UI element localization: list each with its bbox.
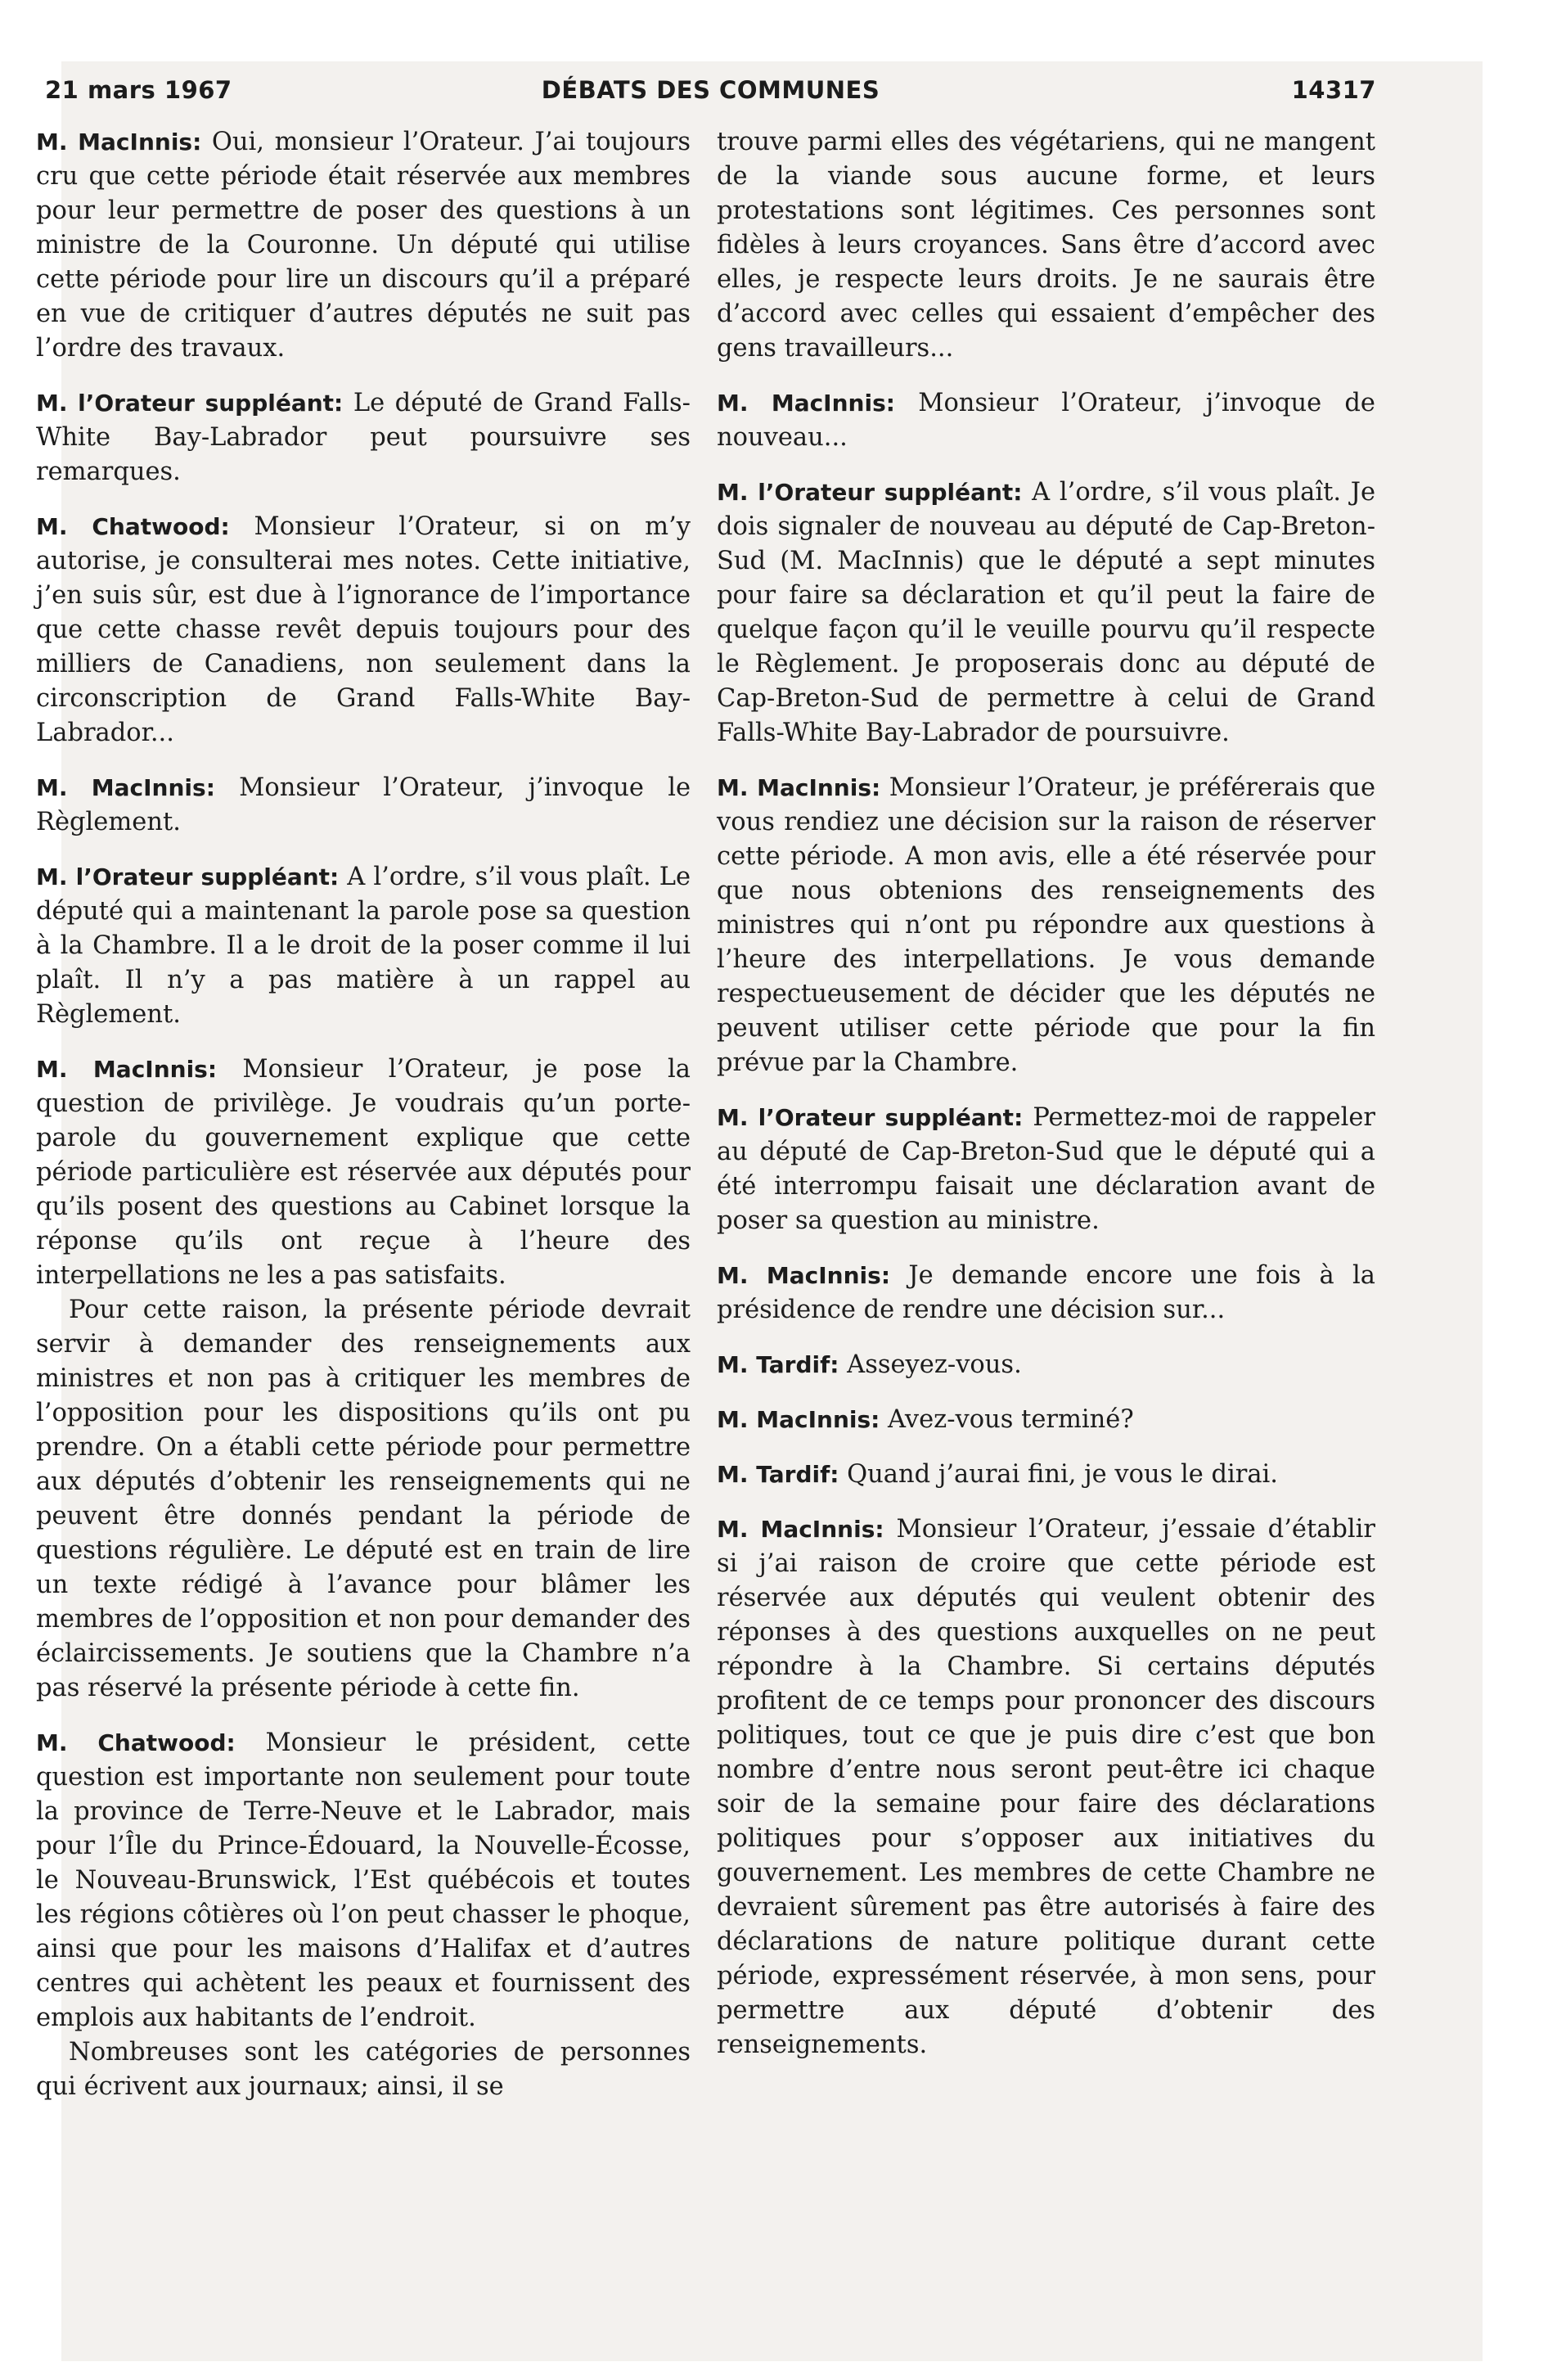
paragraph	[717, 1259, 1375, 1327]
paragraph	[717, 1101, 1375, 1238]
paragraph-text: Nombreuses sont les catégories de personnes qui écrivent aux journaux; ainsi, il se	[36, 2038, 691, 2101]
header-date: 21 mars 1967	[45, 76, 232, 104]
page-header	[45, 76, 1376, 117]
paragraph-text: Avez-vous terminé?	[880, 1405, 1134, 1434]
paragraph	[717, 1403, 1375, 1437]
paragraph	[717, 771, 1375, 1080]
speaker-name: M. MacInnis:	[717, 1406, 880, 1433]
page-number: 14317	[1291, 76, 1376, 104]
paragraph-text: A l’ordre, s’il vous plaît. Je dois signaler de nouveau au député de Cap-Breton-Sud (M. MacInnis) que le député a sept minutes pour faire sa déclaration et qu’il peut la faire de quelque façon qu’il le veuille pourvu qu’il respecte le Règlement. Je proposerais donc au député de Cap-Breton-Sud de permettre à celui de Grand Falls-White Bay-Labrador de poursuivre.	[717, 478, 1375, 747]
paragraph-text: Oui, monsieur l’Orateur. J’ai toujours cru que cette période était réservée aux membres pour leur permettre de poser des questions à un ministre de la Couronne. Un député qui utilise cette période pour lire un discours qu’il a préparé en vue de critiquer d’autres députés ne suit pas l’ordre des travaux.	[36, 128, 691, 363]
paragraph-text: trouve parmi elles des végétariens, qui ne mangent de la viande sous aucune forme, et leurs protestations sont légitimes. Ces personnes sont fidèles à leurs croyances. Sans être d’accord avec elles, je respecte leurs droits. Je ne saurais être d’accord avec celles qui essaient d’empêcher des gens travailleurs...	[717, 128, 1375, 363]
speaker-name: M. MacInnis:	[717, 774, 881, 801]
speaker-name: M. MacInnis:	[717, 390, 895, 417]
paragraph-text: Asseyez-vous.	[839, 1350, 1022, 1379]
paragraph	[717, 386, 1375, 455]
speaker-name: M. MacInnis:	[36, 128, 202, 156]
speaker-name: M. MacInnis:	[36, 774, 215, 801]
speaker-name: M. l’Orateur suppléant:	[36, 863, 340, 890]
speaker-name: M. l’Orateur suppléant:	[717, 479, 1023, 506]
paragraph-text: Le député de Grand Falls-White Bay-Labrador peut poursuivre ses remarques.	[36, 389, 691, 486]
paragraph-text: Monsieur l’Orateur, je pose la question de privilège. Je voudrais qu’un porte-parole du gouvernement explique que cette période particulière est réservée aux députés pour qu’ils posent des questions au Cabinet lorsque la réponse qu’ils ont reçue à l’heure des interpellations ne les a pas satisfaits.	[36, 1055, 691, 1290]
paragraph-text: Monsieur l’Orateur, si on m’y autorise, je consulterai mes notes. Cette initiative, j’en suis sûr, est due à l’ignorance de l’importance que cette chasse revêt depuis toujours pour des milliers de Canadiens, non seulement dans la circonscription de Grand Falls-White Bay-Labrador...	[36, 512, 691, 747]
paragraph-text: Monsieur l’Orateur, j’invoque de nouveau...	[717, 389, 1375, 452]
paragraph	[36, 2035, 691, 2104]
paragraph-text: Monsieur l’Orateur, je préférerais que vous rendiez une décision sur la raison de réserver cette période. A mon avis, elle a été réservée pour que nous obtenions des renseignements des ministres qui n’ont pu répondre aux questions à l’heure des interpellations. Je vous demande respectueusement de décider que les députés ne peuvent utiliser cette période que pour la fin prévue par la Chambre.	[717, 773, 1376, 1077]
speaker-name: M. MacInnis:	[717, 1516, 884, 1543]
speaker-name: M. l’Orateur suppléant:	[36, 390, 344, 417]
speaker-name: M. Chatwood:	[36, 1729, 236, 1756]
left-column	[36, 125, 691, 2125]
paragraph-text: A l’ordre, s’il vous plaît. Le député qui a maintenant la parole pose sa question à la Chambre. Il a le droit de la poser comme il lui plaît. Il n’y a pas matière à un rappel au Règlement.	[36, 863, 691, 1029]
paragraph-text: Permettez-moi de rappeler au député de Cap-Breton-Sud que le député qui a été interrompu faisait une déclaration avant de poser sa question au ministre.	[717, 1103, 1375, 1235]
paragraph	[36, 860, 691, 1032]
paragraph	[36, 771, 691, 840]
paragraph	[717, 125, 1375, 366]
paragraph	[36, 386, 691, 489]
paragraph-text: Quand j’aurai fini, je vous le dirai.	[839, 1460, 1278, 1489]
paragraph-text: Monsieur le président, cette question est importante non seulement pour toute la province de Terre-Neuve et le Labrador, mais pour l’Île du Prince-Édouard, la Nouvelle-Écosse, le Nouveau-Brunswick, l’Est québécois et toutes les régions côtières où l’on peut chasser le phoque, ainsi que pour les maisons d’Halifax et d’autres centres qui achètent les peaux et fournissent des emplois aux habitants de l’endroit.	[36, 1729, 691, 2032]
paragraph-text: Monsieur l’Orateur, j’invoque le Règlement.	[36, 773, 691, 836]
paragraph-text: Je demande encore une fois à la présidence de rendre une décision sur...	[717, 1261, 1375, 1324]
paragraph	[717, 1348, 1375, 1382]
paragraph	[36, 1726, 691, 2035]
speaker-name: M. Tardif:	[717, 1461, 839, 1488]
paragraph	[36, 1293, 691, 1706]
paragraph	[717, 1512, 1375, 2062]
paragraph	[36, 125, 691, 366]
speaker-name: M. l’Orateur suppléant:	[717, 1104, 1024, 1131]
speaker-name: M. MacInnis:	[36, 1056, 218, 1083]
paragraph	[36, 510, 691, 751]
paragraph	[36, 1053, 691, 1293]
speaker-name: M. MacInnis:	[717, 1262, 891, 1289]
speaker-name: M. Chatwood:	[36, 513, 230, 540]
paragraph-text: Pour cette raison, la présente période devrait servir à demander des renseignements aux ministres et non pas à critiquer les membres de l’opposition pour les dispositions qu’ils ont pu prendre. On a établi cette période pour permettre aux députés d’obtenir les renseignements qui ne peuvent être donnés pendant la période de questions régulière. Le député est en train de lire un texte rédigé à l’avance pour blâmer les membres de l’opposition et non pour demander des éclaircissements. Je soutiens que la Chambre n’a pas réservé la présente période à cette fin.	[36, 1296, 691, 1702]
paragraph	[717, 1458, 1375, 1492]
paragraph-text: Monsieur l’Orateur, j’essaie d’établir si j’ai raison de croire que cette période est réservée aux députés qui veulent obtenir des réponses à des questions auxquelles on ne peut répondre à la Chambre. Si certains députés profitent de ce temps pour prononcer des discours politiques, tout ce que je puis dire c’est que bon nombre d’entre nous seront peut-être ici chaque soir de la semaine pour faire des déclarations politiques pour s’opposer aux initiatives du gouvernement. Les membres de cette Chambre ne devraient sûrement pas être autorisés à faire des déclarations de nature politique durant cette période, expressément réservée, à mon sens, pour permettre aux député d’obtenir des renseignements.	[717, 1515, 1375, 2059]
right-column	[717, 125, 1375, 2083]
speaker-name: M. Tardif:	[717, 1351, 839, 1378]
paragraph	[717, 476, 1375, 751]
header-title: DÉBATS DES COMMUNES	[541, 76, 880, 104]
